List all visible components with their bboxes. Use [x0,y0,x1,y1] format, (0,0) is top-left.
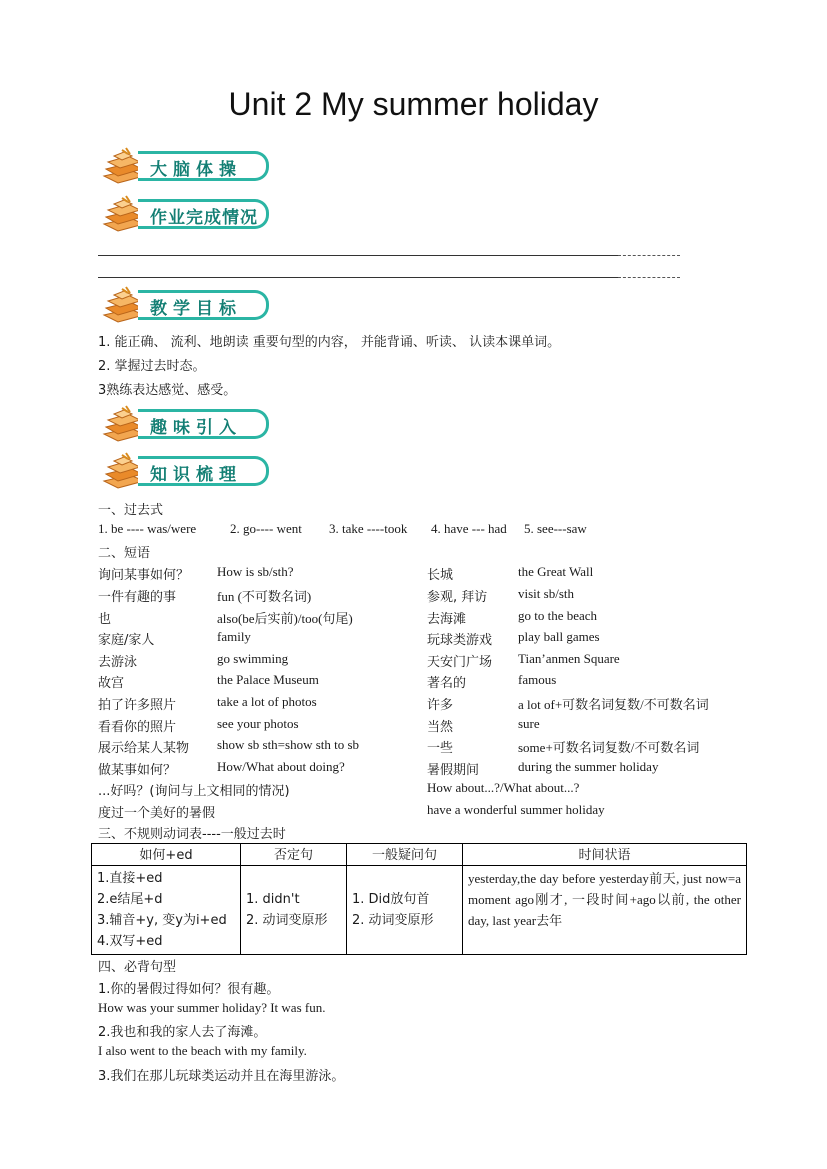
grammar-table [91,843,747,955]
phrase-cn: 一件有趣的事 [98,590,177,605]
phrase-cn: 询问某事如何？ [98,568,190,583]
phrase-en: go to the beach [518,608,598,623]
banner-label: 知识梳理 [150,465,242,485]
phrase-cn: 去游泳 [98,655,138,670]
banner-fun-intro [100,404,272,440]
section-heading-key-sentences: 四、必背句型 [98,960,177,975]
writing-line [98,277,618,278]
section-heading-irregular-verbs: 三、不规则动词表----一般过去时 [98,827,286,842]
phrase-cn: 天安门广场 [427,655,493,670]
key-sentence-en: I also went to the beach with my family. [98,1043,307,1058]
objective-line: 3熟练表达感觉、感受。 [98,383,237,398]
phrase-cn: 故宫 [98,676,125,691]
key-sentence-cn: 3.我们在那儿玩球类运动并且在海里游泳。 [98,1069,345,1084]
rule-item: 1.直接+ed [97,871,163,886]
banner-label: 大脑体操 [150,160,242,180]
phrase-en: some+可数名词复数/不可数名词 [518,740,700,755]
phrase-en: a lot of+可数名词复数/不可数名词 [518,697,709,712]
phrase-cn: 玩球类游戏 [427,633,493,648]
rule-item: 4.双写+ed [97,934,163,949]
phrase-cn: 也 [98,612,112,627]
writing-line-dashed [618,255,680,256]
question-item: 2. 动词变原形 [352,913,434,928]
table-header: 一般疑问句 [347,844,463,866]
phrase-cn: 去海滩 [427,612,467,627]
banner-teaching-goals [100,285,272,321]
question-item: 1. Did放句首 [352,892,430,907]
banner-homework-status [100,194,272,230]
phrase-en: during the summer holiday [518,759,659,774]
banner-label: 作业完成情况 [150,208,258,228]
table-header: 如何+ed [92,844,241,866]
phrase-en: How about...?/What about...? [427,780,580,795]
phrase-cn: 看看你的照片 [98,720,177,735]
banner-label: 教学目标 [150,299,242,319]
table-header: 时间状语 [463,844,747,866]
table-row [92,866,747,955]
negative-item: 1. didn't [246,892,300,907]
phrase-cn: 家庭/家人 [98,633,155,648]
phrase-en: Tian’anmen Square [518,651,620,666]
table-cell-negative [241,866,347,955]
table-cell-time-adverbials: yesterday,the day before yesterday前天, just now=a moment ago刚才, 一段时间+ago以前, the other day, last year去年 [463,866,747,955]
phrase-en: play ball games [518,629,600,644]
phrase-en: fun (不可数名词) [217,589,312,604]
phrase-cn: 做某事如何？ [98,763,177,778]
phrase-en: show sb sth=show sth to sb [217,737,360,752]
table-cell-rules [92,866,241,955]
phrase-cn: 许多 [427,698,454,713]
phrase-en: have a wonderful summer holiday [427,802,605,817]
phrase-cn: 展示给某人某物 [98,741,190,756]
past-tense-item: 2. go---- went [230,521,302,536]
rule-item: 3.辅音+y, 变y为i+ed [97,913,227,928]
section-heading-phrases: 二、短语 [98,546,151,561]
phrase-cn: 一些 [427,741,454,756]
objective-line: 1. 能正确、 流利、地朗读 重要句型的内容， 并能背诵、听读、 认读本课单词。 [98,335,561,350]
phrase-cn: 著名的 [427,676,467,691]
banner-brain-exercise [100,146,272,182]
page-title: Unit 2 My summer holiday [228,86,599,122]
phrase-cn: 度过一个美好的暑假 [98,806,216,821]
negative-item: 2. 动词变原形 [246,913,328,928]
phrase-en: take a lot of photos [217,694,317,709]
banner-label: 趣味引入 [150,418,242,438]
rule-item: 2.e结尾+d [97,892,163,907]
section-heading-past-tense: 一、过去式 [98,503,164,518]
past-tense-item: 4. have --- had [431,521,507,536]
past-tense-item: 3. take ----took [329,521,408,536]
phrase-cn: 拍了许多照片 [98,698,177,713]
phrase-cn: ...好吗？(询问与上文相同的情况) [98,784,290,799]
phrase-en: sure [518,716,540,731]
phrase-en: also(be后实前)/too(句尾) [217,611,353,626]
table-header-row [92,844,747,866]
banner-knowledge-review [100,451,272,487]
key-sentence-en: How was your summer holiday? It was fun. [98,1000,326,1015]
key-sentence-cn: 2.我也和我的家人去了海滩。 [98,1025,267,1040]
phrase-cn: 暑假期间 [427,763,480,778]
phrase-en: How/What about doing? [217,759,345,774]
phrase-en: see your photos [217,716,299,731]
writing-line-dashed [618,277,680,278]
phrase-cn: 参观, 拜访 [427,590,488,605]
phrase-en: go swimming [217,651,289,666]
phrase-en: famous [518,672,557,687]
phrase-en: family [217,629,251,644]
phrase-cn: 当然 [427,720,454,735]
past-tense-item: 1. be ---- was/were [98,521,197,536]
phrase-cn: 长城 [427,568,454,583]
writing-line [98,255,618,256]
table-cell-question [347,866,463,955]
past-tense-item: 5. see---saw [524,521,587,536]
phrase-en: How is sb/sth? [217,564,294,579]
key-sentence-cn: 1.你的暑假过得如何？很有趣。 [98,982,280,997]
phrase-en: the Great Wall [518,564,594,579]
table-header: 否定句 [241,844,347,866]
objective-line: 2. 掌握过去时态。 [98,359,206,374]
phrase-en: visit sb/sth [518,586,574,601]
phrase-en: the Palace Museum [217,672,319,687]
